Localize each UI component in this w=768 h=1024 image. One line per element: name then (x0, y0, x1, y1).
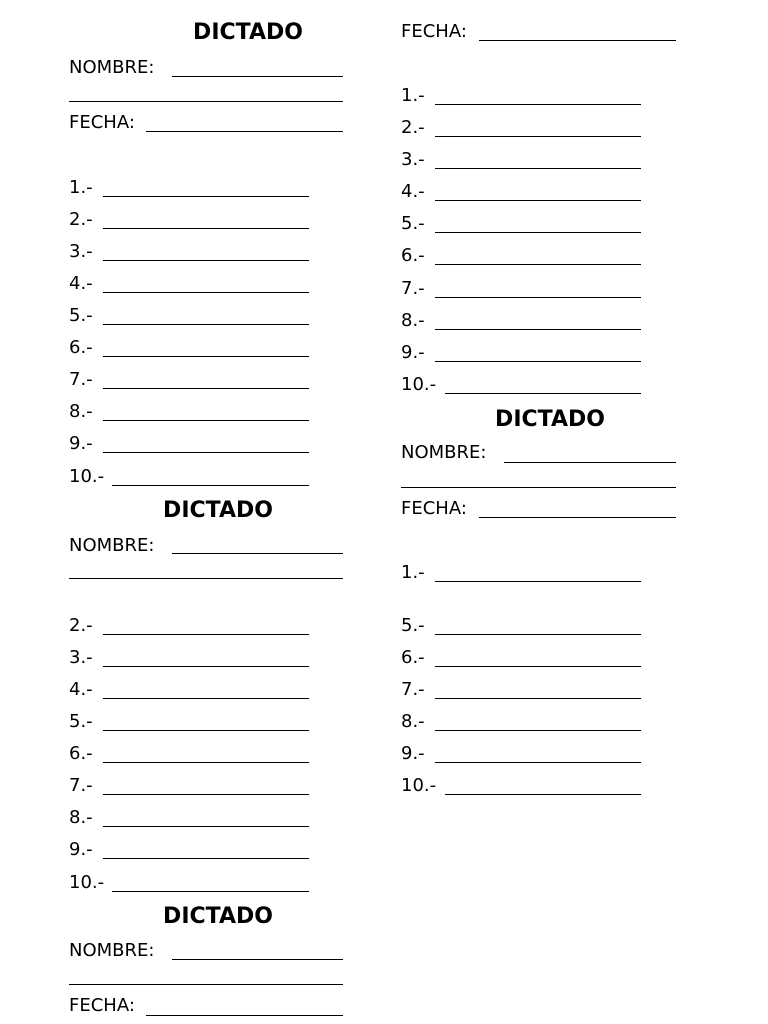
name-line (172, 76, 343, 77)
name-line (504, 462, 676, 463)
date-line (479, 40, 676, 41)
answer-line (103, 794, 309, 795)
answer-line (435, 666, 641, 667)
item-number: 5.- (401, 615, 425, 636)
name-label: NOMBRE: (69, 940, 155, 961)
name-label: NOMBRE: (69, 535, 155, 556)
answer-line (103, 666, 309, 667)
date-label: FECHA: (69, 995, 135, 1016)
item-number: 5.- (69, 711, 93, 732)
item-number: 7.- (401, 679, 425, 700)
item-number: 9.- (401, 743, 425, 764)
item-number: 10.- (401, 775, 437, 796)
item-number: 3.- (401, 149, 425, 170)
item-number: 1.- (401, 85, 425, 106)
item-number: 2.- (401, 117, 425, 138)
answer-line (435, 168, 641, 169)
name-line (172, 959, 343, 960)
answer-line (103, 420, 309, 421)
answer-line (435, 730, 641, 731)
item-number: 7.- (69, 775, 93, 796)
item-number: 8.- (401, 711, 425, 732)
answer-line (435, 200, 641, 201)
answer-line (435, 232, 641, 233)
item-number: 5.- (69, 305, 93, 326)
answer-line (103, 698, 309, 699)
item-number: 4.- (69, 679, 93, 700)
item-number: 4.- (69, 273, 93, 294)
date-line (146, 1015, 343, 1016)
answer-line (435, 297, 641, 298)
date-line (479, 517, 676, 518)
answer-line (103, 260, 309, 261)
item-number: 6.- (69, 743, 93, 764)
date-label: FECHA: (69, 112, 135, 133)
answer-line (445, 794, 641, 795)
date-label: FECHA: (401, 498, 467, 519)
item-number: 7.- (69, 369, 93, 390)
item-number: 8.- (69, 807, 93, 828)
item-number: 6.- (69, 337, 93, 358)
item-number: 6.- (401, 245, 425, 266)
dictation-title: DICTADO (193, 20, 303, 45)
item-number: 9.- (401, 342, 425, 363)
answer-line (435, 762, 641, 763)
name-line-continued (69, 984, 343, 985)
name-label: NOMBRE: (401, 442, 487, 463)
answer-line (103, 356, 309, 357)
answer-line (435, 104, 641, 105)
item-number: 4.- (401, 181, 425, 202)
item-number: 2.- (69, 209, 93, 230)
item-number: 10.- (69, 466, 105, 487)
answer-line (103, 228, 309, 229)
item-number: 8.- (401, 310, 425, 331)
item-number: 5.- (401, 213, 425, 234)
item-number: 6.- (401, 647, 425, 668)
answer-line (435, 581, 641, 582)
answer-line (103, 324, 309, 325)
item-number: 8.- (69, 401, 93, 422)
date-line (146, 131, 343, 132)
answer-line (435, 264, 641, 265)
answer-line (103, 452, 309, 453)
answer-line (103, 388, 309, 389)
item-number: 10.- (401, 374, 437, 395)
answer-line (435, 329, 641, 330)
answer-line (103, 762, 309, 763)
item-number: 7.- (401, 278, 425, 299)
answer-line (435, 698, 641, 699)
answer-line (112, 485, 309, 486)
answer-line (112, 891, 309, 892)
answer-line (103, 292, 309, 293)
item-number: 9.- (69, 433, 93, 454)
answer-line (435, 361, 641, 362)
dictation-title: DICTADO (163, 498, 273, 523)
item-number: 3.- (69, 647, 93, 668)
name-line-continued (401, 487, 676, 488)
dictation-title: DICTADO (163, 904, 273, 929)
item-number: 2.- (69, 615, 93, 636)
item-number: 9.- (69, 839, 93, 860)
answer-line (445, 393, 641, 394)
name-line-continued (69, 578, 343, 579)
dictation-title: DICTADO (495, 407, 605, 432)
answer-line (103, 826, 309, 827)
answer-line (103, 634, 309, 635)
item-number: 3.- (69, 241, 93, 262)
item-number: 1.- (69, 177, 93, 198)
name-line (172, 553, 343, 554)
name-label: NOMBRE: (69, 57, 155, 78)
answer-line (435, 634, 641, 635)
answer-line (103, 858, 309, 859)
item-number: 10.- (69, 872, 105, 893)
answer-line (103, 196, 309, 197)
date-label: FECHA: (401, 21, 467, 42)
answer-line (435, 136, 641, 137)
item-number: 1.- (401, 562, 425, 583)
answer-line (103, 730, 309, 731)
name-line-continued (69, 101, 343, 102)
